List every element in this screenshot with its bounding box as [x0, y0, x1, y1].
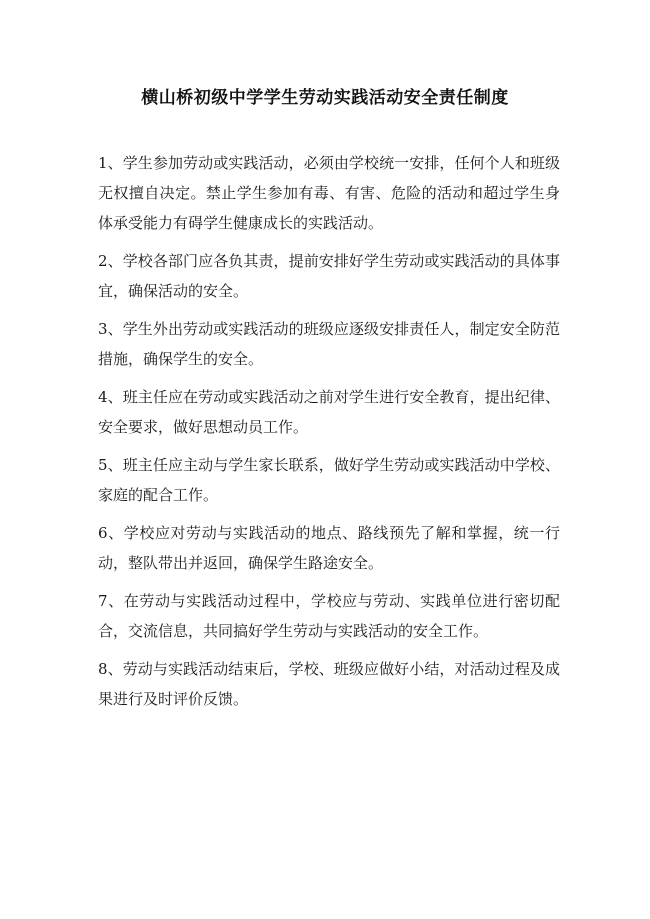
clause-2: 2、学校各部门应各负其责，提前安排好学生劳动或实践活动的具体事宜，确保活动的安全。	[98, 252, 560, 300]
clause-1: 1、学生参加劳动或实践活动，必须由学校统一安排，任何个人和班级无权擅自决定。禁止学生参加有毒、有害、危险的活动和超过学生身体承受能力有碍学生健康成长的实践活动。	[98, 154, 560, 232]
clause-5: 5、班主任应主动与学生家长联系，做好学生劳动或实践活动中学校、家庭的配合工作。	[98, 456, 560, 504]
clause-list	[98, 148, 560, 722]
document-title: 横山桥初级中学学生劳动实践活动安全责任制度	[141, 88, 509, 108]
clause-3: 3、学生外出劳动或实践活动的班级应逐级安排责任人，制定安全防范措施，确保学生的安全。	[98, 320, 560, 368]
clause-7: 7、在劳动与实践活动过程中，学校应与劳动、实践单位进行密切配合，交流信息，共同搞好学生劳动与实践活动的安全工作。	[98, 592, 560, 640]
clause-4: 4、班主任应在劳动或实践活动之前对学生进行安全教育，提出纪律、安全要求，做好思想动员工作。	[98, 388, 560, 436]
clause-6: 6、学校应对劳动与实践活动的地点、路线预先了解和掌握，统一行动，整队带出并返回，确保学生路途安全。	[98, 524, 560, 572]
clause-8: 8、劳动与实践活动结束后，学校、班级应做好小结，对活动过程及成果进行及时评价反馈。	[98, 660, 560, 708]
